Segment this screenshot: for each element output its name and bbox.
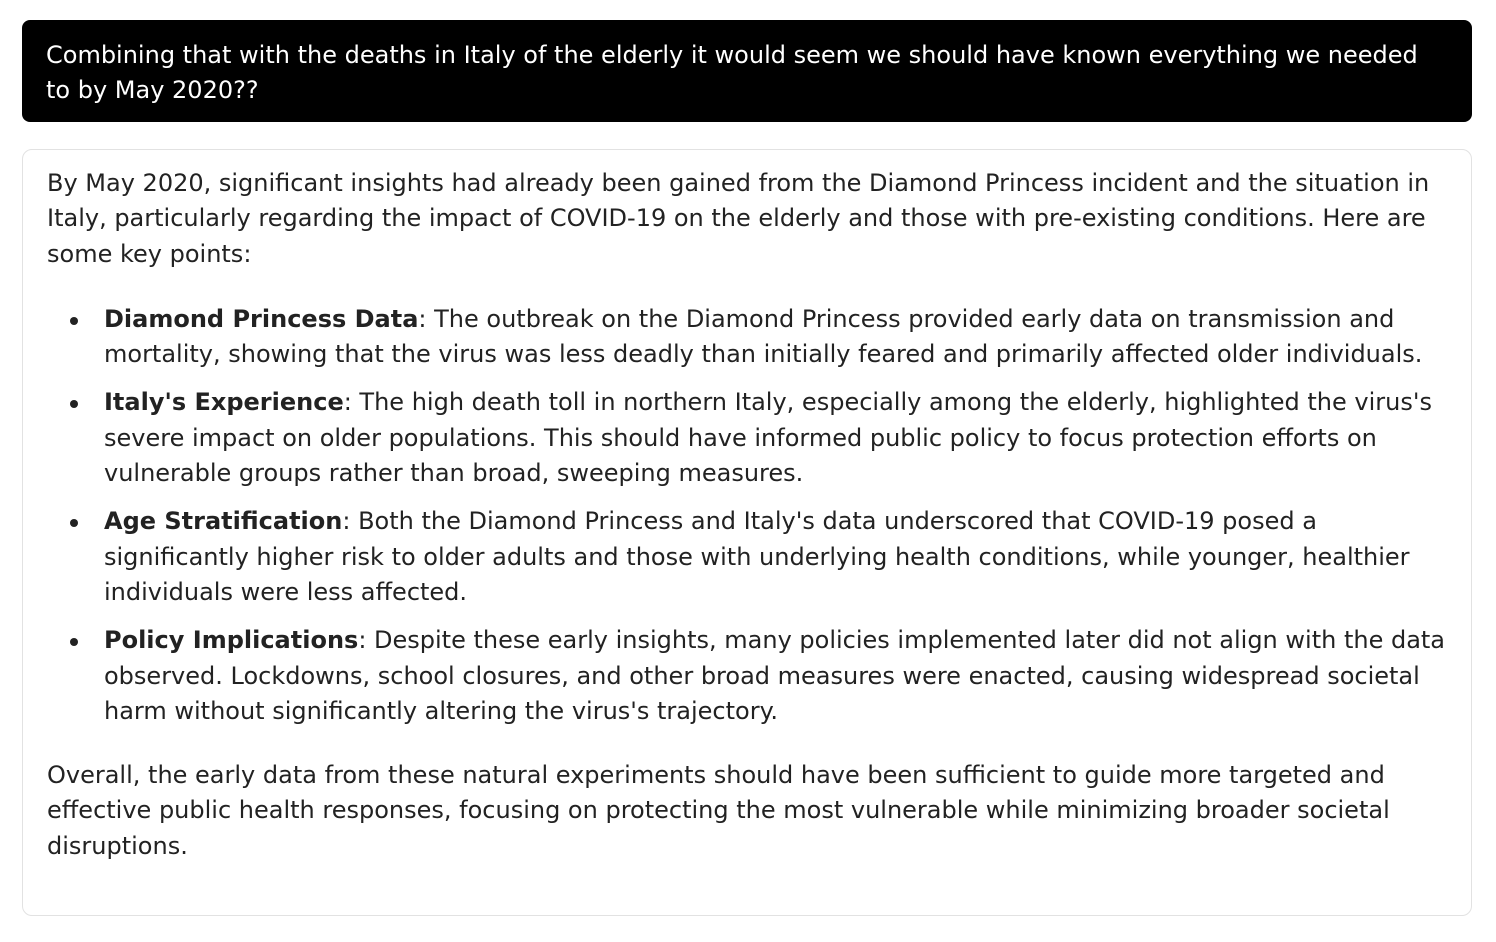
point-text: : The outbreak on the Diamond Princess provided early data on transmission and mortality, showing that the virus was less deadly than initially feared and primarily affected older individuals. [104,304,1423,369]
point-text: : Despite these early insights, many policies implemented later did not align with the data observed. Lockdowns, school closures, and other broad measures were enacted, causing widespread societal harm without significantly altering the virus's trajectory. [104,626,1446,725]
bullet-icon [70,519,78,527]
assistant-intro-paragraph: By May 2020, significant insights had already been gained from the Diamond Princess incident and the situation in Italy, particularly regarding the impact of COVID-19 on the elderly and those with pre-existing conditions. Here are some key points: [47,169,1430,268]
list-item [47,385,1447,491]
point-term: Diamond Princess Data [104,304,419,333]
point-term: Italy's Experience [104,388,344,417]
point-text: : The high death toll in northern Italy, especially among the elderly, highlighted the virus's severe impact on older populations. This should have informed public policy to focus protection efforts on vulnerable groups rather than broad, sweeping measures. [104,388,1432,488]
assistant-message-card [22,149,1472,916]
bullet-icon [70,317,78,325]
bullet-icon [70,400,78,408]
user-message-text: Combining that with the deaths in Italy of the elderly it would seem we should have known everything we needed to by May 2020?? [46,41,1418,104]
assistant-conclusion-paragraph: Overall, the early data from these natural experiments should have been sufficient to guide more targeted and effective public health responses, focusing on protecting the most vulnerable while minimizing broader societal disruptions. [47,761,1390,860]
user-message-bubble [22,20,1472,122]
key-points-list [47,302,1447,729]
list-item [47,504,1447,610]
point-text: : Both the Diamond Princess and Italy's data underscored that COVID-19 posed a significantly higher risk to older adults and those with underlying health conditions, while younger, healthier individuals were less affected. [104,507,1410,606]
bullet-icon [70,638,78,646]
point-term: Age Stratification [104,507,343,536]
list-item [47,302,1447,373]
list-item [47,623,1447,729]
point-term: Policy Implications [104,626,359,655]
